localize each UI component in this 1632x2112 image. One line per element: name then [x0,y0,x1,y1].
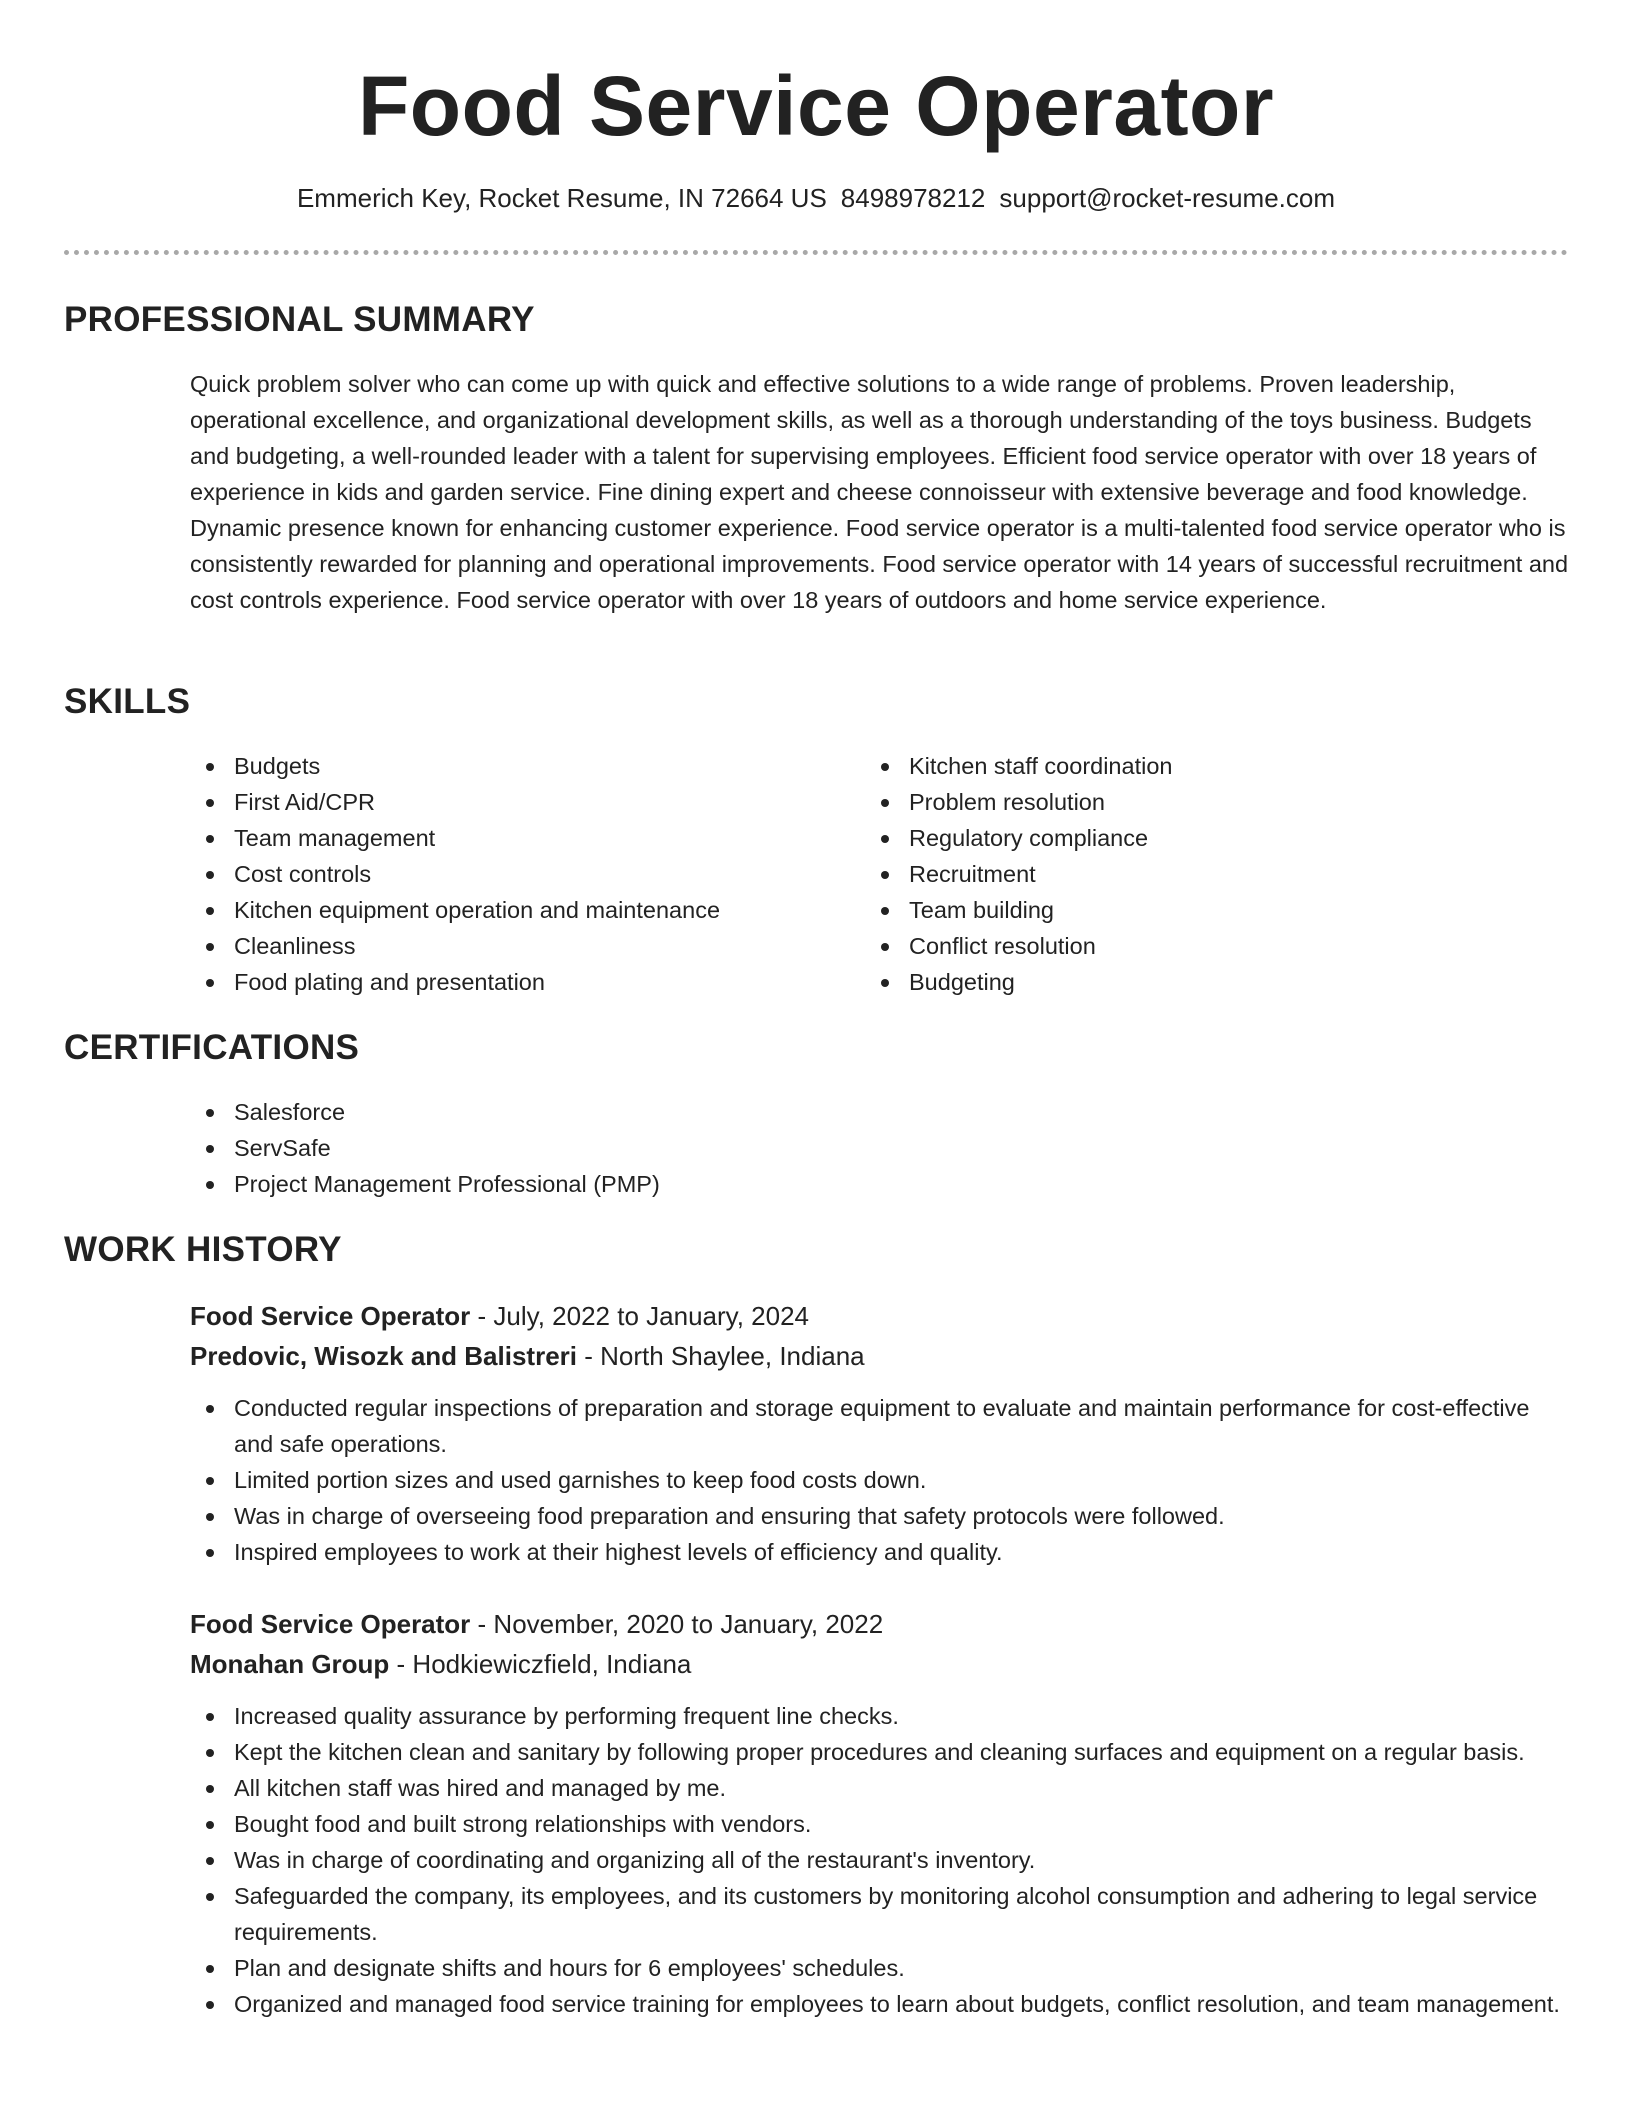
skill-item: Team management [190,820,850,856]
job-company-line [190,1646,691,1682]
job-heading [190,1606,883,1642]
skill-item: Problem resolution [865,784,1525,820]
section-title-summary: PROFESSIONAL SUMMARY [64,300,535,339]
job-company-line [190,1338,865,1374]
job-role: Food Service Operator [190,1301,471,1331]
job-bullet: Was in charge of coordinating and organizing all of the restaurant's inventory. [190,1842,1570,1878]
job-bullet: Conducted regular inspections of preparation and storage equipment to evaluate and maintain performance for cost-effective and safe operations. [190,1390,1570,1462]
certification-item: ServSafe [190,1130,1570,1166]
job-bullet: Limited portion sizes and used garnishes to keep food costs down. [190,1462,1570,1498]
skill-item: Cleanliness [190,928,850,964]
skill-item: First Aid/CPR [190,784,850,820]
job-bullet: Was in charge of overseeing food preparation and ensuring that safety protocols were followed. [190,1498,1570,1534]
skill-item: Kitchen staff coordination [865,748,1525,784]
section-title-skills: SKILLS [64,682,191,721]
certifications-list [190,1094,1570,1202]
certification-item: Project Management Professional (PMP) [190,1166,1570,1202]
job-bullet: Bought food and built strong relationships with vendors. [190,1806,1570,1842]
skill-item: Recruitment [865,856,1525,892]
job-heading [190,1298,809,1334]
skill-item: Budgeting [865,964,1525,1000]
skill-item: Food plating and presentation [190,964,850,1000]
job-company: Monahan Group [190,1649,390,1679]
job-location: - Hodkiewiczfield, Indiana [389,1649,692,1679]
job-bullets [190,1390,1570,1570]
job-bullet: Plan and designate shifts and hours for 6 employees' schedules. [190,1950,1570,1986]
job-location: - North Shaylee, Indiana [577,1341,865,1371]
section-title-certifications: CERTIFICATIONS [64,1028,360,1067]
header-divider [64,250,1568,255]
skill-item: Conflict resolution [865,928,1525,964]
job-role: Food Service Operator [190,1609,471,1639]
job-bullet: Organized and managed food service training for employees to learn about budgets, conflict resolution, and team management. [190,1986,1570,2022]
contact-phone: 8498978212 [840,183,986,213]
resume-name-title: Food Service Operator [357,59,1275,153]
summary-text: Quick problem solver who can come up with quick and effective solutions to a wide range of problems. Proven leadership, operational excellence, and organizational development skills, as well as a thorough understanding of the toys business. Budgets and budgeting, a well-rounded leader with a talent for supervising employees. Efficient food service operator with over 18 years of experience in kids and garden service. Fine dining expert and cheese connoisseur with extensive beverage and food knowledge. Dynamic presence known for enhancing customer experience. Food service operator is a multi-talented food service operator who is consistently rewarded for planning and operational improvements. Food service operator with 14 years of successful recruitment and cost controls experience. Food service operator with over 18 years of outdoors and home service experience. [190,371,1569,613]
job-bullet: Increased quality assurance by performing frequent line checks. [190,1698,1570,1734]
skill-item: Budgets [190,748,850,784]
job-company: Predovic, Wisozk and Balistreri [190,1341,578,1371]
contact-address: Emmerich Key, Rocket Resume, IN 72664 US [296,183,827,213]
section-title-work-history: WORK HISTORY [64,1230,342,1269]
skills-list-right [865,748,1525,1000]
skill-item: Cost controls [190,856,850,892]
job-bullets [190,1698,1570,2022]
job-dates: - July, 2022 to January, 2024 [470,1301,809,1331]
skills-list-left [190,748,850,1000]
skill-item: Team building [865,892,1525,928]
contact-line [0,180,1632,216]
certification-item: Salesforce [190,1094,1570,1130]
skill-item: Kitchen equipment operation and maintenance [190,892,850,928]
job-bullet: All kitchen staff was hired and managed by me. [190,1770,1570,1806]
job-dates: - November, 2020 to January, 2022 [470,1609,884,1639]
job-bullet: Kept the kitchen clean and sanitary by following proper procedures and cleaning surfaces and equipment on a regular basis. [190,1734,1570,1770]
job-bullet: Inspired employees to work at their highest levels of efficiency and quality. [190,1534,1570,1570]
contact-email: support@rocket-resume.com [999,183,1336,213]
skill-item: Regulatory compliance [865,820,1525,856]
job-bullet: Safeguarded the company, its employees, and its customers by monitoring alcohol consumption and adhering to legal service requirements. [190,1878,1570,1950]
